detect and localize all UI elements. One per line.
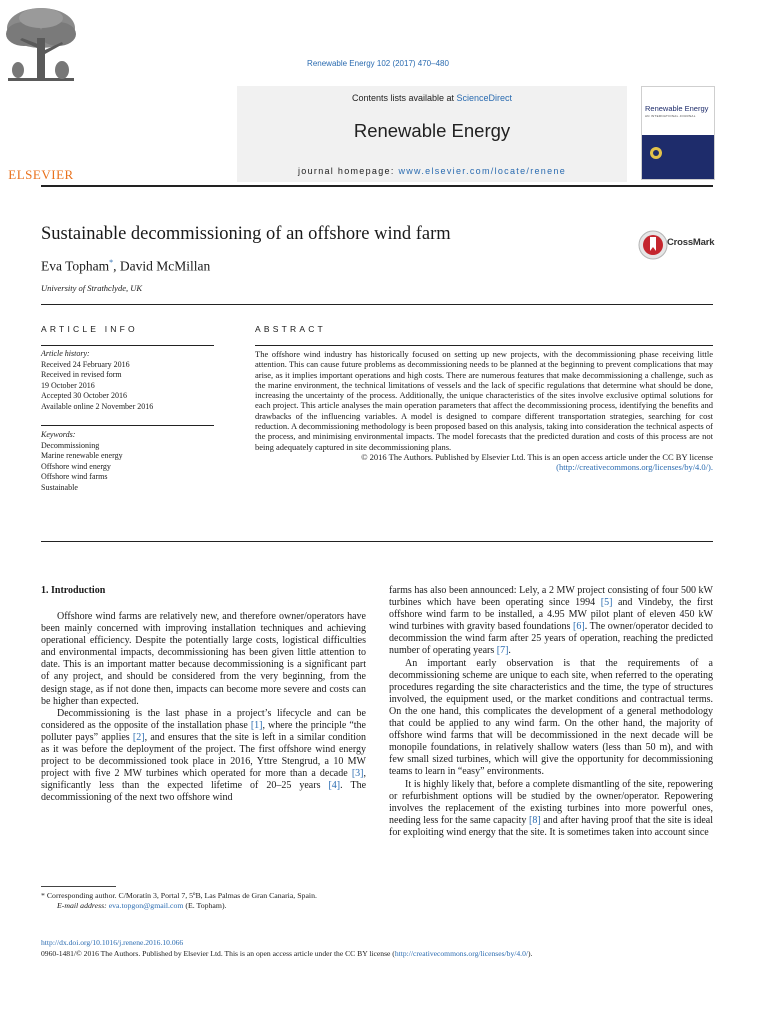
paragraph-text: Decommissioning is the last phase in a project’s lifecycle and can be considered as the opposite of the installation phase [41, 707, 366, 731]
paragraph-text: , significantly less than the expected lifetime of 20–25 years [41, 768, 366, 792]
keywords-label: Keywords: [41, 430, 76, 439]
keywords-divider [41, 425, 214, 426]
elsevier-wordmark: ELSEVIER [8, 167, 74, 182]
body-paragraph [41, 708, 366, 805]
keyword: Sustainable [41, 482, 78, 492]
email-line [41, 901, 366, 911]
license-text: © 2016 The Authors. Published by Elsevier Ltd. This is an open access article under the CC BY license [361, 451, 713, 462]
paragraph-text: Offshore wind farms are relatively new, and therefore owner/operators have been mainly concerned with improving installation techniques and achieving operational efficiency. Despite the potentially large costs, logistical difficulties and environmental impacts, decommissioning has been given little attention to date. This is an important matter because decommissioning is a significant part of any project, and should be considered from the very beginning, from the design stage, as if not done then, impacts can become more severe and costs can be higher than expected. [41, 611, 366, 707]
history-entry: Available online 2 November 2016 [41, 401, 154, 411]
footnote [41, 891, 366, 912]
issn-license-line [41, 949, 532, 958]
license-link[interactable]: (http://creativecommons.org/licenses/by/4.0/). [556, 462, 713, 473]
reference-link[interactable]: [2] [132, 731, 145, 743]
reference-link[interactable]: [7] [496, 645, 509, 657]
corresponding-author-note: * Corresponding author. C/Moratín 3, Portal 7, 5ºB, Las Palmas de Gran Canaria, Spain. [41, 891, 317, 900]
cover-emblem-icon [642, 135, 714, 179]
abstract-body [255, 349, 713, 473]
contents-prefix: Contents lists available at [351, 93, 457, 103]
title-divider [41, 304, 713, 305]
history-entry: 19 October 2016 [41, 380, 95, 390]
body-column-right [389, 585, 713, 839]
issn-text: 0960-1481/© 2016 The Authors. Published by Elsevier Ltd. This is an open access article under the CC BY license ( [41, 949, 395, 958]
keyword: Decommissioning [41, 440, 100, 450]
history-entry: Received 24 February 2016 [41, 359, 130, 369]
reference-link[interactable]: [1] [250, 719, 263, 731]
abstract-bottom-divider [41, 541, 713, 542]
author-affiliation: University of Strathclyde, UK [41, 283, 143, 293]
journal-citation[interactable]: Renewable Energy 102 (2017) 470–480 [307, 59, 449, 68]
journal-cover-thumbnail [641, 86, 715, 180]
paragraph-text: , where the principle “the polluter pays” applies [41, 719, 366, 743]
keywords [41, 430, 214, 494]
article-info-divider [41, 345, 214, 346]
paragraph-text: and Vindeby, the first offshore wind farm to be installed, a 4.95 MW pilot plant of eleven 450 kW wind turbines with gravity based foundations [389, 597, 713, 633]
keyword: Offshore wind energy [41, 461, 111, 471]
history-entry: Received in revised form [41, 370, 122, 380]
reference-link[interactable]: [8] [529, 814, 541, 826]
section-heading-introduction: 1. Introduction [41, 585, 106, 596]
author-list [41, 258, 210, 275]
paragraph-text: An important early observation is that the requirements of a decommissioning scheme are unique to each site, when referred to the operating procedures regarding the site characteristics and the time, the type of structures involved, the equipment used, or the market conditions and contractual terms. On the one hand, this complicates the development of a general methodology that could be applied to any wind farm. On the other hand, the majority of offshore wind farms that will be decommissioned in the next decade will be monopile foundations, in relatively shallow waters (less than 50 m), and with few small sized turbines, which will give the opportunity for decommissioning teams to learn in “easy” environments. [389, 657, 713, 778]
paragraph-text: . [508, 645, 511, 657]
abstract-divider [255, 345, 713, 346]
history-entry: Accepted 30 October 2016 [41, 391, 127, 401]
abstract-heading: ABSTRACT [255, 324, 326, 334]
abstract-license [255, 452, 713, 473]
homepage-link[interactable]: www.elsevier.com/locate/renene [398, 166, 567, 176]
body-paragraph [41, 611, 366, 708]
author-name[interactable]: David McMillan [119, 258, 211, 274]
body-column-left [41, 611, 366, 805]
reference-link[interactable]: [3] [351, 768, 364, 780]
footnote-divider [41, 886, 116, 887]
email-link[interactable]: eva.topgon@gmail.com [108, 901, 184, 911]
reference-link[interactable]: [6] [573, 621, 585, 633]
body-paragraph [389, 658, 713, 779]
article-title: Sustainable decommissioning of an offshore wind farm [41, 224, 451, 244]
issn-suffix: ). [527, 949, 533, 958]
journal-homepage-line [237, 166, 627, 176]
article-history-label: Article history: [41, 349, 90, 358]
email-suffix: (E. Topham). [183, 901, 227, 911]
cover-band [642, 135, 714, 179]
elsevier-tree-logo [0, 4, 82, 94]
crossmark-label[interactable]: CrossMark [667, 237, 715, 248]
abstract-text: The offshore wind industry has historically focused on setting up new projects, with the decommissioning phase receiving little attention. This can cause future problems as decommissioning needs to be planned at the beginning to prevent complications that may arise, as it implies important operations and high costs. There are numerous features that make decommissioning a challenge, such as the marine environment, the technical limitations of vessels and the lack of specific regulations that determine what should be done, increasing the uncertainty of the process. Additionally, the unique characteristics of the sites involve exclusive optimal solutions for each project. This article analyses the main operation parameters that affect the decommissioning process, identifying the benefits and drawbacks of the influencing variables. A model is designed to compare different transportation strategies, searching for cost reduction. A decommissioning methodology is been proposed based on this analysis, taking into consideration the technical aspects of the process, and minimising environmental impacts. The model forecasts that the predicted duration and costs of this process are not being adequately captured in site decommissioning plans. [255, 349, 713, 452]
article-history [41, 349, 214, 413]
paragraph-text: , and ensures that the site is left in a similar condition as it was before the deployment of the project. The first offshore wind energy project to be decommissioned took place in 2016, Yttre Stengrud, a 10 MW project with five 2 MW turbines which operated for more than a decade [41, 731, 366, 780]
paragraph-text: It is highly likely that, before a complete dismantling of the site, repowering or refurbishment options will be studied by the owner/operator. Repowering involves the replacement of the existing turbines into more powerful ones, needing less for the same capacity [389, 778, 713, 826]
cover-title: Renewable Energy [645, 104, 709, 113]
email-label: E-mail address: [57, 901, 109, 911]
header-divider [41, 185, 713, 187]
author-separator: , [113, 258, 120, 274]
reference-link[interactable]: [4] [328, 780, 341, 792]
doi-link[interactable]: http://dx.doi.org/10.1016/j.renene.2016.10.066 [41, 938, 184, 947]
paragraph-text: . The owner/operator decided to decommission the wind farm after 25 years of operation, reaching the predicted number of operating years [389, 621, 714, 657]
cover-subtitle: AN INTERNATIONAL JOURNAL [645, 114, 696, 118]
body-paragraph [389, 779, 713, 839]
keyword: Marine renewable energy [41, 451, 123, 461]
paragraph-text: farms has also been announced: Lely, a 2 MW project consisting of four 500 kW turbines which have been operating since 1994 [389, 585, 713, 609]
homepage-prefix: journal homepage: [297, 166, 399, 176]
author-name[interactable]: Eva Topham [41, 258, 110, 274]
paragraph-text: . The decommissioning of the next two offshore wind [41, 780, 367, 804]
issn-license-link[interactable]: http://creativecommons.org/licenses/by/4.0/ [394, 949, 528, 958]
contents-available-line [237, 93, 627, 103]
keyword: Offshore wind farms [41, 472, 108, 482]
reference-link[interactable]: [5] [600, 597, 613, 609]
article-info-heading: ARTICLE INFO [41, 324, 138, 334]
journal-title: Renewable Energy [353, 120, 511, 141]
corresponding-author-mark[interactable]: * [109, 258, 114, 267]
sciencedirect-link[interactable]: ScienceDirect [456, 93, 513, 103]
body-paragraph [389, 585, 713, 658]
paragraph-text: and after having proof that the site is ideal for exploiting wind energy that the site. It is sometimes taken into account since [389, 814, 713, 838]
